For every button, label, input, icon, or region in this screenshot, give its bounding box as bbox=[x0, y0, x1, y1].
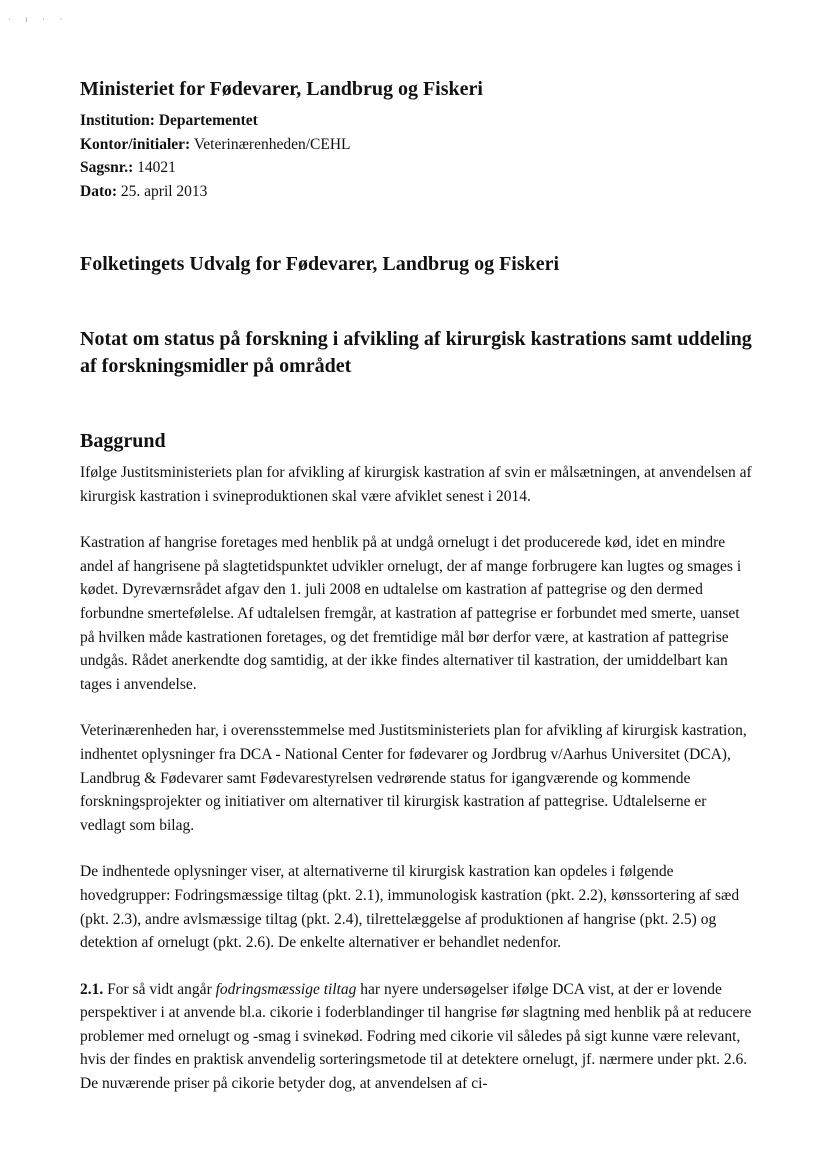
document-page bbox=[80, 78, 752, 1119]
paragraph-5-lead: For så vidt angår bbox=[103, 980, 216, 998]
scan-marks: · ı · · bbox=[8, 14, 69, 24]
date-label: Dato: bbox=[80, 182, 118, 200]
office-value: Veterinærenheden/CEHL bbox=[193, 135, 351, 153]
paragraph-5 bbox=[80, 978, 752, 1096]
office-line bbox=[80, 133, 752, 157]
institution-value: Departementet bbox=[158, 112, 258, 129]
paragraph-5-italic: fodringsmæssige tiltag bbox=[215, 980, 357, 998]
note-title-line-1: Notat om status på forskning i afvikling af kirurgisk kastrations samt uddeling bbox=[80, 328, 752, 350]
paragraph-5-rest: har nyere undersøgelser ifølge DCA vist, at der er lovende perspektiver i at anvende bl.a. cikorie i foderblandinger til hangrise før slagtning med henblik på at reducere problemer med ornelugt og -smag i svinekød. Fodring med cikorie vil således på sigt kunne være relevant, hvis der findes en praktisk anvendelig sorteringsmetode til at detektere ornelugt, jf. nærmere under pkt. 2.6. De nuværende priser på cikorie betyder dog, at anvendelsen af ci- bbox=[80, 980, 752, 1093]
case-value: 14021 bbox=[137, 159, 176, 176]
paragraph-3: Veterinærenheden har, i overensstemmelse med Justitsministeriets plan for afvikling af kirurgisk kastration, indhentet oplysninger fra DCA - National Center for fødevarer og Jordbrug v/Aarhus Universitet (DCA), Landbrug & Fødevarer samt Fødevarestyrelsen vedrørende status for igangværende og kommende forskningsprojekter og initiativer om alternativer til kirurgisk kastration af pattegrise. Udtalelserne er vedlagt som bilag. bbox=[80, 722, 747, 834]
paragraph-4: De indhentede oplysninger viser, at alternativerne til kirurgisk kastration kan opdeles i følgende hovedgrupper: Fodringsmæssige tiltag (pkt. 2.1), immunologisk kastration (pkt. 2.2), kønssortering af sæd (pkt. 2.3), andre avlsmæssige tiltag (pkt. 2.4), tilrettelæggelse af produktionen af hangrise (pkt. 2.5) og detektion af ornelugt (pkt. 2.6). De enkelte alternativer er behandlet nedenfor. bbox=[80, 863, 740, 952]
committee-heading: Folketingets Udvalg for Fødevarer, Landbrug og Fiskeri bbox=[80, 253, 560, 275]
institution-line bbox=[80, 109, 752, 133]
section-heading-baggrund: Baggrund bbox=[80, 430, 166, 452]
date-line bbox=[80, 180, 752, 204]
note-title bbox=[80, 326, 752, 380]
note-title-line-2: af forskningsmidler på området bbox=[80, 355, 352, 377]
institution-label: Institution: bbox=[80, 112, 155, 129]
date-value: 25. april 2013 bbox=[120, 182, 208, 200]
section-number-2-1: 2.1. bbox=[80, 980, 104, 998]
paragraph-1: Ifølge Justitsministeriets plan for afvikling af kirurgisk kastration af svin er målsætningen, at anvendelsen af kirurgisk kastration i svineproduktionen skal være afviklet senest i 2014. bbox=[80, 464, 752, 505]
ministry-title: Ministeriet for Fødevarer, Landbrug og Fiskeri bbox=[80, 78, 483, 100]
paragraph-2: Kastration af hangrise foretages med henblik på at undgå ornelugt i det producerede kød, idet en mindre andel af hangrisene på slagtetidspunktet udvikler ornelugt, der af mange forbrugere kan lugtes og smages i kødet. Dyreværnsrådet afgav den 1. juli 2008 en udtalelse om kastration af pattegrise og den dermed forbundne smertefølelse. Af udtalelsen fremgår, at kastration af pattegrise er forbundet med smerte, uanset på hvilken måde kastrationen foretages, og det fremtidige mål bør derfor være, at kastration af pattegrise undgås. Rådet anerkendte dog samtidig, at der ikke findes alternativer til kastration, der umiddelbart kan tages i anvendelse. bbox=[80, 534, 742, 693]
case-label: Sagsnr.: bbox=[80, 159, 134, 176]
office-label: Kontor/initialer: bbox=[80, 135, 191, 153]
case-line bbox=[80, 156, 752, 180]
